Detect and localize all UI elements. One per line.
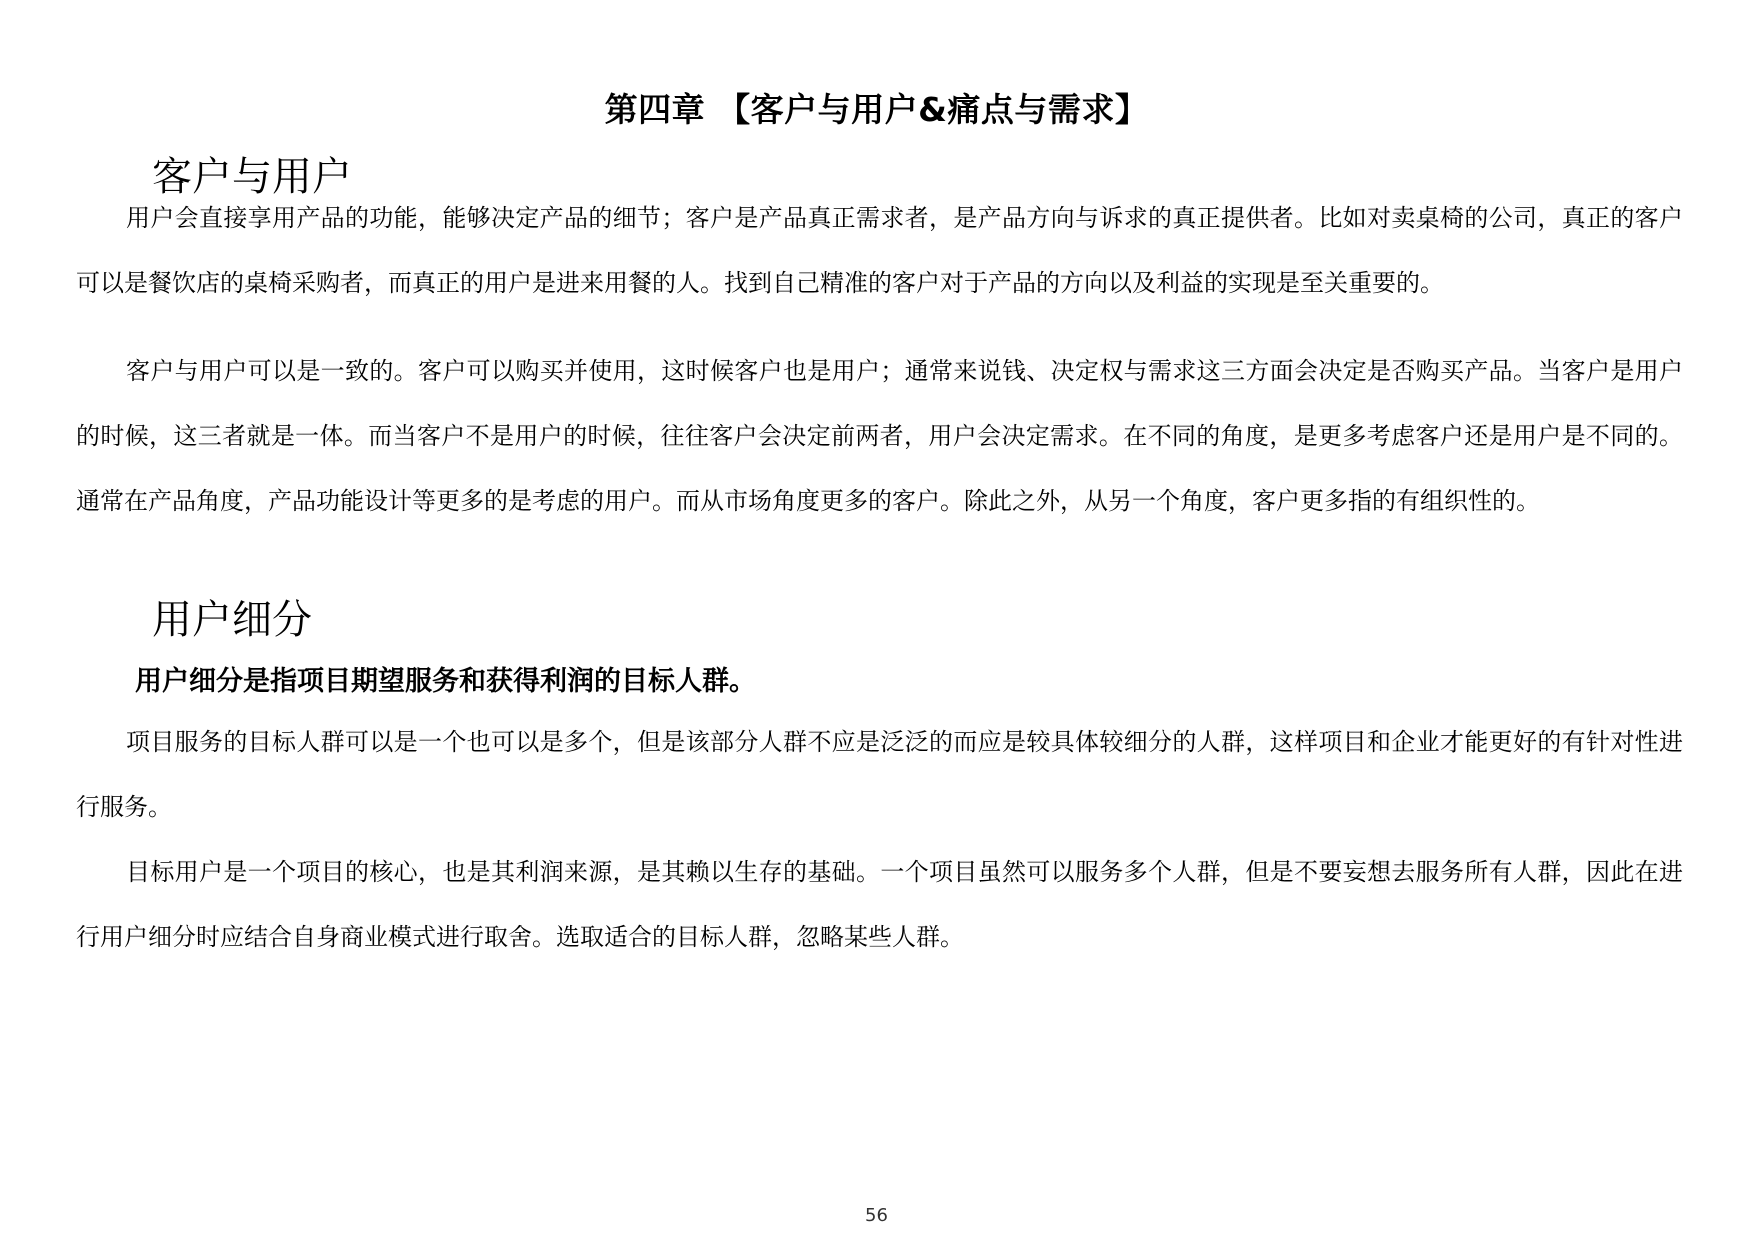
paragraph-2: 客户与用户可以是一致的。客户可以购买并使用，这时候客户也是用户；通常来说钱、决定权与需求这三方面会决定是否购买产品。当客户是用户的时候，这三者就是一体。而当客户不是用户的时候，往往客户会决定前两者，用户会决定需求。在不同的角度，是更多考虑客户还是用户是不同的。通常在产品角度，产品功能设计等更多的是考虑的用户。而从市场角度更多的客户。除此之外，从另一个角度，客户更多指的有组织性的。: [76, 357, 1683, 515]
subheading-user-segmentation-definition: 用户细分是指项目期望服务和获得利润的目标人群。: [135, 666, 756, 697]
paragraph-1: 用户会直接享用产品的功能，能够决定产品的细节；客户是产品真正需求者，是产品方向与诉求的真正提供者。比如对卖桌椅的公司，真正的客户可以是餐饮店的桌椅采购者，而真正的用户是进来用餐的人。找到自己精准的客户对于产品的方向以及利益的实现是至关重要的。: [76, 204, 1683, 297]
paragraph-4: 目标用户是一个项目的核心，也是其利润来源，是其赖以生存的基础。一个项目虽然可以服务多个人群，但是不要妄想去服务所有人群，因此在进行用户细分时应结合自身商业模式进行取舍。选取适合的目标人群，忽略某些人群。: [76, 858, 1683, 951]
paragraph-3: 项目服务的目标人群可以是一个也可以是多个，但是该部分人群不应是泛泛的而应是较具体较细分的人群，这样项目和企业才能更好的有针对性进行服务。: [76, 728, 1683, 821]
chapter-title: 第四章 【客户与用户&痛点与需求】: [604, 90, 1149, 129]
page-number: 56: [865, 1205, 888, 1226]
section-heading-user-segmentation: 用户细分: [152, 597, 312, 643]
section-heading-customers-users: 客户与用户: [152, 154, 352, 200]
